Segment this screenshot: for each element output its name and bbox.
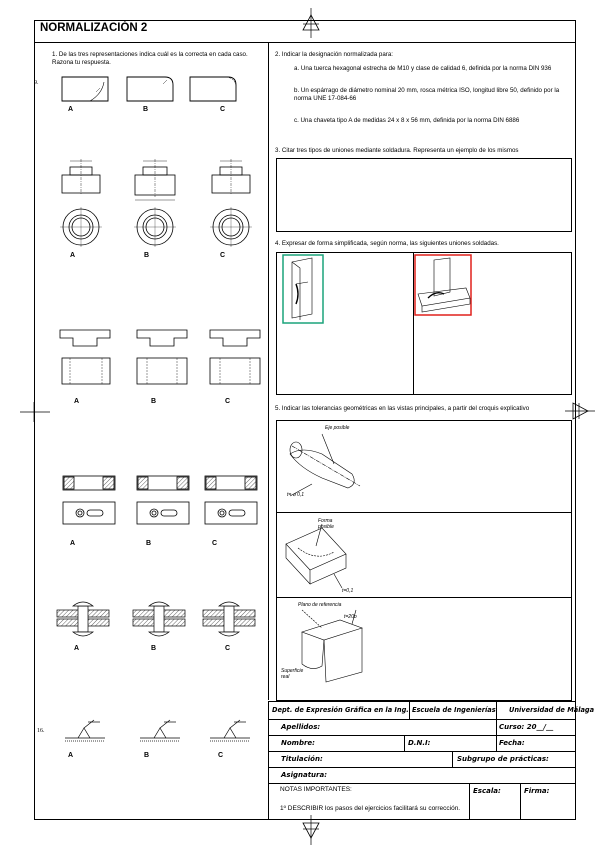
- label-c-row4: C: [212, 540, 218, 547]
- row-number-9: 9.: [34, 80, 39, 86]
- tb-escala: Escala:: [473, 787, 501, 795]
- q1-row3-drawings: [55, 318, 265, 398]
- registration-mark-left: [20, 402, 50, 422]
- q5-fig2-tolerance: t=0,1: [342, 588, 354, 594]
- tb-vline-2: [496, 701, 497, 735]
- page-title: NORMALIZACIÓN 2: [40, 22, 148, 34]
- tb-firma: Firma:: [524, 787, 550, 795]
- label-b-row6: B: [144, 752, 150, 759]
- tb-school: Escuela de Ingenierías: [412, 706, 496, 714]
- tb-vline-3: [404, 735, 405, 751]
- tb-apellidos: Apellidos:: [281, 723, 321, 731]
- label-a-row3: A: [74, 398, 80, 405]
- label-c-row1: C: [220, 106, 226, 113]
- q5-fig3-tolerance: t=20b: [344, 614, 357, 620]
- q1-row5-drawings: [55, 598, 265, 643]
- question-2c-text: c. Una chaveta tipo A de medidas 24 x 8 x 56 mm, definida por la norma DIN 6886: [294, 117, 520, 124]
- q5-fig3-label2: Superficie real: [281, 668, 304, 680]
- question-1-text: 1. De las tres representaciones indica cuál es la correcta en cada caso. Razona tu respuesta.: [52, 51, 248, 66]
- tb-line-4: [268, 767, 576, 768]
- q5-fig2-label: Forma posible: [318, 518, 334, 530]
- question-2a-text: a. Una tuerca hexagonal estrecha de M10 y clase de calidad 6, definida por la norma DIN 936: [294, 65, 552, 72]
- label-c-row5: C: [225, 645, 231, 652]
- question-5-text: 5. Indicar las tolerancias geométricas en las vistas principales, a partir del croquis explicativo: [275, 405, 530, 412]
- label-c-row3: C: [225, 398, 231, 405]
- q4-weld-drawing-red: [414, 254, 472, 316]
- tb-vline-1: [409, 701, 410, 719]
- tb-line-1: [268, 719, 576, 720]
- q5-fig1-label: Eje posible: [325, 425, 350, 431]
- question-2b-text: b. Un espárrago de diámetro nominal 20 mm, rosca métrica ISO, longitud libre 50, definido por la norma UNE 17-084-66: [294, 87, 560, 102]
- q5-fig1-tolerance: t= ⌀ 0,1: [287, 492, 305, 498]
- label-b-row4: B: [146, 540, 152, 547]
- label-a-row2: A: [70, 252, 76, 259]
- tb-line-2: [268, 735, 576, 736]
- q5-fig3-label: Plano de referencia: [298, 602, 342, 608]
- tb-vline-5: [452, 751, 453, 767]
- label-a-row1: A: [68, 106, 74, 113]
- tb-line-3: [268, 751, 576, 752]
- label-c-row6: C: [218, 752, 224, 759]
- q1-shape-a: [60, 74, 110, 104]
- tb-curso: Curso: 20__/__: [499, 723, 554, 731]
- q5-divider-2: [276, 597, 572, 598]
- q1-shape-b: [125, 74, 175, 104]
- tb-subgrupo: Subgrupo de prácticas:: [457, 755, 549, 763]
- registration-mark-top: [300, 8, 322, 38]
- tb-dept: Dept. de Expresión Gráfica en la Ing.: [272, 706, 409, 714]
- answer-box-q3[interactable]: [276, 158, 572, 232]
- tb-notas: NOTAS IMPORTANTES:: [280, 786, 352, 793]
- tb-titulacion: Titulación:: [281, 755, 323, 763]
- question-3-text: 3. Citar tres tipos de uniones mediante soldadura. Representa un ejemplo de los mismos: [275, 147, 519, 154]
- question-2-text: 2. Indicar la designación normalizada para:: [275, 51, 393, 58]
- tb-university: Universidad de Málaga: [509, 706, 595, 714]
- tb-line-5: [268, 783, 576, 784]
- row-number-16: 16.: [37, 728, 45, 734]
- label-b-row1: B: [143, 106, 149, 113]
- label-a-row6: A: [68, 752, 74, 759]
- tb-asignatura: Asignatura:: [281, 771, 328, 779]
- column-divider: [268, 42, 269, 700]
- header-rule: [34, 42, 576, 43]
- q1-shape-c: [188, 74, 238, 104]
- label-b-row3: B: [151, 398, 157, 405]
- label-a-row5: A: [74, 645, 80, 652]
- tb-vline-6: [469, 783, 470, 820]
- tb-fecha: Fecha:: [499, 739, 525, 747]
- question-4-text: 4. Expresar de forma simplificada, según norma, las siguientes uniones soldadas.: [275, 240, 499, 247]
- label-a-row4: A: [70, 540, 76, 547]
- tb-dni: D.N.I:: [408, 739, 431, 747]
- q1-row2-drawings: [50, 155, 260, 255]
- q1-row4-drawings: [55, 470, 265, 540]
- label-b-row2: B: [144, 252, 150, 259]
- tb-nombre: Nombre:: [281, 739, 315, 747]
- q5-figure-3: [282, 602, 372, 697]
- label-c-row2: C: [220, 252, 226, 259]
- q16-symbols: [60, 714, 260, 744]
- q4-weld-drawing-green: [282, 254, 324, 324]
- label-b-row5: B: [151, 645, 157, 652]
- q5-divider-1: [276, 512, 572, 513]
- tb-notas-text: 1º DESCRIBIR los pasos del ejercicios facilitará su corrección.: [280, 805, 461, 812]
- tb-vline-4: [496, 735, 497, 751]
- tb-vline-7: [520, 783, 521, 820]
